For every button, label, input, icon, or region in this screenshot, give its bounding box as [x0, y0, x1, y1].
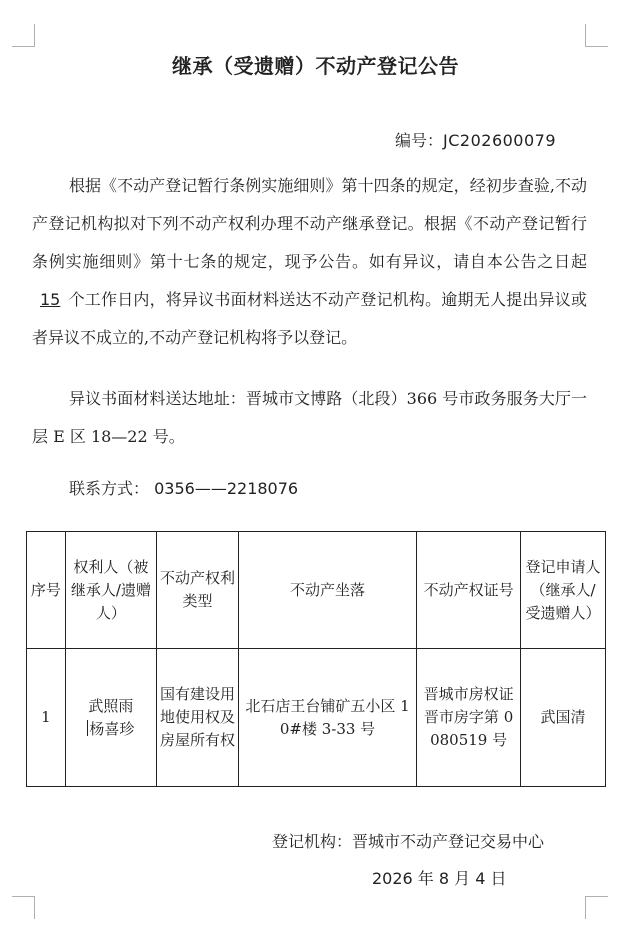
contact-line	[32, 470, 587, 508]
header-cert-no: 不动产权证号	[417, 532, 521, 649]
cell-seq: 1	[27, 649, 66, 787]
page-corner-mark	[12, 24, 35, 47]
page-corner-mark	[585, 896, 608, 919]
table-header-row	[27, 532, 606, 649]
header-seq: 序号	[27, 532, 66, 649]
objection-days: 15	[40, 290, 61, 309]
header-location: 不动产坐落	[238, 532, 416, 649]
paragraph-text-after: 个工作日内，将异议书面材料送达不动产登记机构。逾期无人提出异议或者异议不成立的,不动产登记机构将予以登记。	[32, 290, 587, 347]
contact-phone: 0356——2218076	[154, 479, 299, 498]
paragraph-text-before: 根据《不动产登记暂行条例实施细则》第十四条的规定，经初步查验,不动产登记机构拟对下列不动产权利办理不动产继承登记。根据《不动产登记暂行条例实施细则》第十七条的规定，现予公告。如有异议，请自本公告之日起	[32, 176, 587, 271]
holder-name-2-line	[68, 718, 154, 741]
page-corner-mark	[12, 896, 35, 919]
contact-label: 联系方式：	[69, 479, 150, 498]
property-table	[26, 531, 606, 787]
cell-holder[interactable]	[65, 649, 156, 787]
holder-name-2: 杨喜珍	[89, 719, 135, 738]
cell-cert-no: 晋城市房权证晋市房字第 0080519 号	[417, 649, 521, 787]
document-number	[395, 128, 556, 151]
holder-name-1: 武照雨	[88, 696, 134, 715]
cell-applicant: 武国清	[521, 649, 606, 787]
header-applicant: 登记申请人（继承人/受遗赠人）	[521, 532, 606, 649]
registration-agency: 登记机构：晋城市不动产登记交易中心	[272, 832, 545, 851]
announcement-paragraph-main	[32, 167, 587, 357]
announcement-date: 2026 年 8 月 4 日	[372, 869, 507, 888]
document-number-value: JC202600079	[443, 131, 557, 150]
header-holder: 权利人（被继承人/遗赠人）	[65, 532, 156, 649]
objection-address-paragraph: 异议书面材料送达地址：晋城市文博路（北段）366 号市政务服务大厅一层 E 区 18—22 号。	[32, 389, 587, 446]
cell-right-type: 国有建设用地使用权及房屋所有权	[157, 649, 239, 787]
header-right-type: 不动产权利类型	[157, 532, 239, 649]
page-corner-mark	[585, 24, 608, 47]
announcement-title: 继承（受遗赠）不动产登记公告	[172, 54, 459, 78]
cell-location: 北石店王台铺矿五小区 10#楼 3-33 号	[238, 649, 416, 787]
document-number-label: 编号：	[395, 131, 444, 150]
table-row	[27, 649, 606, 787]
